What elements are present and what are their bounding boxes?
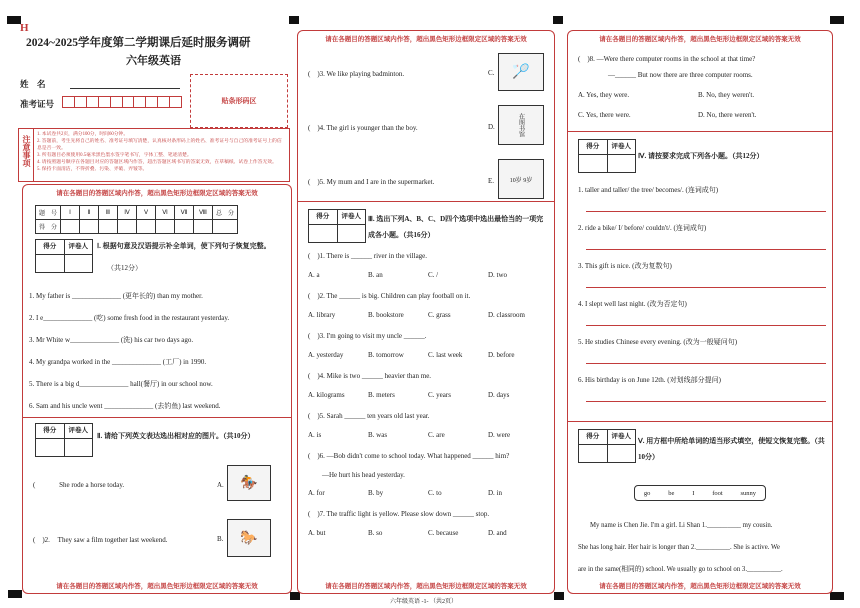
id-field[interactable] — [62, 96, 182, 108]
alignment-mark — [830, 592, 844, 600]
question-item[interactable]: ( She rode a horse today. — [33, 481, 125, 489]
passage-line: are in the same(相同的) school. We usually go to school on 3.__________. — [578, 566, 783, 573]
answer-line[interactable] — [586, 325, 826, 326]
grade-cell: Ⅰ — [61, 206, 80, 220]
choice-question[interactable]: ( )8. —Were there computer rooms in the school at that time? —______ But now there are three computer rooms. A. Yes, they were. B. No, they weren't. C. Yes, there were. D. No, there weren't. — [578, 55, 757, 119]
id-label: 准考证号 — [20, 99, 55, 109]
question-item[interactable]: ( )5. My mum and I are in the supermarket. — [308, 178, 435, 186]
column-warning: 请在各题目的答题区域内作答，超出黑色矩形边框限定区域的答案无效 — [325, 583, 527, 590]
choice-question[interactable]: ( )4. Mike is two ______ heavier than me. A. kilograms B. meters C. years D. days — [308, 372, 510, 399]
grade-cell: Ⅱ — [80, 206, 99, 220]
note-item: 4. 请按照题号顺序在各题目对应的答题区域内作答，超出答题区域书写的答案无效，在草稿纸、试卷上作答无效。 — [37, 160, 277, 165]
option-letter: C. — [488, 69, 495, 77]
note-item: 1. 本试卷共2页，满分100分，时间60分钟。 — [37, 132, 129, 137]
answer-line[interactable] — [586, 401, 826, 402]
question-item[interactable]: 1. My father is ______________ (更年长的) than my mother. — [29, 292, 203, 300]
score-box: 得分 评卷人 — [308, 209, 366, 243]
section4-title: Ⅳ. 请按要求完成下列各小题。（共12分） — [638, 152, 764, 160]
section4-item: 5. He studies Chinese every evening. (改为一般疑问句) — [578, 338, 738, 346]
library-image: 在图书馆 — [498, 105, 544, 145]
page-footer: 六年级英语 -1- （共2页） — [390, 599, 457, 605]
score-box: 得分 评卷人 — [578, 429, 636, 463]
option-letter: D. — [488, 123, 495, 131]
option-letter: A. — [217, 481, 224, 489]
section5-title: Ⅴ. 用方框中所给单词的适当形式填空，使短文恢复完整。（共10分） — [638, 437, 825, 461]
notes-list — [37, 131, 285, 173]
horse-image: 🐎 — [227, 519, 271, 557]
word-option: I — [692, 489, 695, 497]
question-item[interactable]: ( )2. They saw a film together last weekend. — [33, 536, 168, 544]
name-field[interactable] — [70, 88, 180, 89]
grade-cell: Ⅳ — [118, 206, 137, 220]
answer-line[interactable] — [586, 249, 826, 250]
alignment-mark — [553, 16, 563, 24]
section4-item: 6. His birthday is on June 12th. (对划线部分提问) — [578, 376, 721, 384]
question-item[interactable]: 4. My grandpa worked in the ______________ (工厂) in 1990. — [29, 358, 207, 366]
section2-title: Ⅱ. 请给下列英文表达选出相对应的图片。（共10分） — [97, 432, 255, 440]
score-box: 得分 评卷人 — [35, 423, 93, 457]
alignment-mark — [289, 16, 299, 24]
kids-age-image: 10岁 9岁 — [498, 159, 544, 199]
choice-question[interactable]: ( )6. —Bob didn't come to school today. What happened ______ him? —He hurt his head yesterday. A. for B. by C. to D. in — [308, 452, 510, 497]
choice-question[interactable]: ( )1. There is ______ river in the village. A. a B. an C. / D. two — [308, 252, 508, 279]
exam-subtitle: 六年级英语 — [126, 55, 181, 67]
header — [14, 16, 290, 186]
score-box: 得分 评卷人 — [578, 139, 636, 173]
word-box — [634, 485, 766, 501]
grade-cell: Ⅵ — [156, 206, 175, 220]
section1-items — [29, 285, 287, 417]
passage-line: My name is Chen Jie. I'm a girl. Li Shan 1.__________ my cousin. — [590, 522, 773, 529]
exam-title: 2024~2025学年度第二学期课后延时服务调研 — [26, 37, 251, 49]
grade-cell: Ⅷ — [194, 206, 213, 220]
question-item[interactable]: 5. There is a big d______________ hall(餐厅) in our school now. — [29, 380, 213, 388]
answer-column-1 — [22, 184, 292, 594]
grade-table — [35, 205, 238, 234]
word-option: foot — [712, 489, 723, 497]
question-item[interactable]: ( )4. The girl is younger than the boy. — [308, 124, 418, 132]
grade-cell: Ⅶ — [175, 206, 194, 220]
answer-line[interactable] — [586, 363, 826, 364]
passage[interactable] — [578, 515, 828, 581]
section4-item: 2. ride a bike/ I/ before/ couldn't/. (连词成句) — [578, 224, 707, 232]
name-label: 姓 名 — [20, 79, 46, 89]
badminton-image: 🏸 — [498, 53, 544, 91]
alignment-mark — [830, 16, 844, 24]
column-warning: 请在各题目的答题区域内作答，超出黑色矩形边框限定区域的答案无效 — [56, 190, 258, 197]
question-item[interactable]: 3. Mr White w______________ (洗) his car two days ago. — [29, 336, 194, 344]
section1-title: Ⅰ. 根据句意及汉语提示补全单词，使下列句子恢复完整。 — [97, 242, 271, 250]
section4-item: 4. I slept well last night. (改为否定句) — [578, 300, 687, 308]
note-item: 3. 所有题目必须使用0.5毫米黑色墨水签字笔书写，字体工整、笔迹清楚。 — [37, 153, 192, 158]
notes-label: 注意事项 — [22, 135, 31, 167]
barcode-sticker-area — [190, 74, 288, 128]
grade-cell: 题 号 — [36, 206, 61, 220]
section4-item: 1. taller and taller/ the tree/ becomes/. (连词成句) — [578, 186, 719, 194]
section1-points: （共12分） — [107, 264, 142, 272]
answer-line[interactable] — [586, 211, 826, 212]
word-option: go — [643, 489, 651, 497]
section3-items — [308, 251, 548, 549]
question-item[interactable]: ( )3. We like playing badminton. — [308, 70, 405, 78]
column-warning: 请在各题目的答题区域内作答，超出黑色矩形边框限定区域的答案无效 — [56, 583, 258, 590]
answer-line[interactable] — [586, 287, 826, 288]
note-item: 5. 保持卡面清洁，不得折叠、污染、弄破、弄皱等。 — [37, 167, 148, 172]
question-item[interactable]: 6. Sam and his uncle went ______________ (去钓鱼) last weekend. — [29, 402, 221, 410]
choice-question[interactable]: ( )5. Sarah ______ ten years old last year. A. is B. was C. are D. were — [308, 412, 511, 439]
score-box: 得分 评卷人 — [35, 239, 93, 273]
grade-cell: Ⅴ — [137, 206, 156, 220]
alignment-mark — [554, 592, 564, 600]
alignment-mark — [8, 590, 22, 598]
passage-line: She has long hair. Her hair is longer than 2.__________. She is active. We — [578, 544, 780, 551]
word-option: be — [668, 489, 675, 497]
option-letter: E. — [488, 177, 495, 185]
column-warning: 请在各题目的答题区域内作答，超出黑色矩形边框限定区域的答案无效 — [325, 36, 527, 43]
sticker-label: 贴条形码区 — [221, 97, 257, 105]
choice-question[interactable]: ( )2. The ______ is big. Children can play football on it. A. library B. bookstore C. grass D. classroom — [308, 292, 525, 319]
horse-riding-image: 🏇 — [227, 465, 271, 501]
note-item: 2. 答题前，考生先将自己的姓名、准考证号填写清楚，认真核对条形码上的姓名、准考证号与自己的准考证号上的信息是否一致。 — [37, 139, 282, 151]
alignment-mark — [290, 592, 300, 600]
option-letter: B. — [217, 535, 224, 543]
grade-cell: 得 分 — [36, 220, 61, 234]
question-item[interactable]: 2. I e______________ (吃) some fresh food in the restaurant yesterday. — [29, 314, 230, 322]
grade-cell: Ⅲ — [99, 206, 118, 220]
column-warning: 请在各题目的答题区域内作答，超出黑色矩形边框限定区域的答案无效 — [599, 36, 801, 43]
section3-title: Ⅲ. 选出下列A、B、C、D四个选项中选出最恰当的一项完成各小题。（共16分） — [368, 215, 544, 239]
answer-column-2 — [297, 30, 555, 594]
choice-question[interactable]: ( )7. The traffic light is yellow. Please slow down ______ stop. A. but B. so C. because D. and — [308, 510, 507, 537]
paper-letter: H — [20, 22, 29, 34]
choice-question[interactable]: ( )3. I'm going to visit my uncle ______. A. yesterday B. tomorrow C. last week D. before — [308, 332, 515, 359]
notes-box — [18, 128, 290, 182]
section4-item: 3. This gift is nice. (改为复数句) — [578, 262, 672, 270]
word-option: sunny — [740, 489, 757, 497]
grade-cell: 总 分 — [213, 206, 238, 220]
column-warning: 请在各题目的答题区域内作答，超出黑色矩形边框限定区域的答案无效 — [599, 583, 801, 590]
answer-column-3 — [567, 30, 833, 594]
